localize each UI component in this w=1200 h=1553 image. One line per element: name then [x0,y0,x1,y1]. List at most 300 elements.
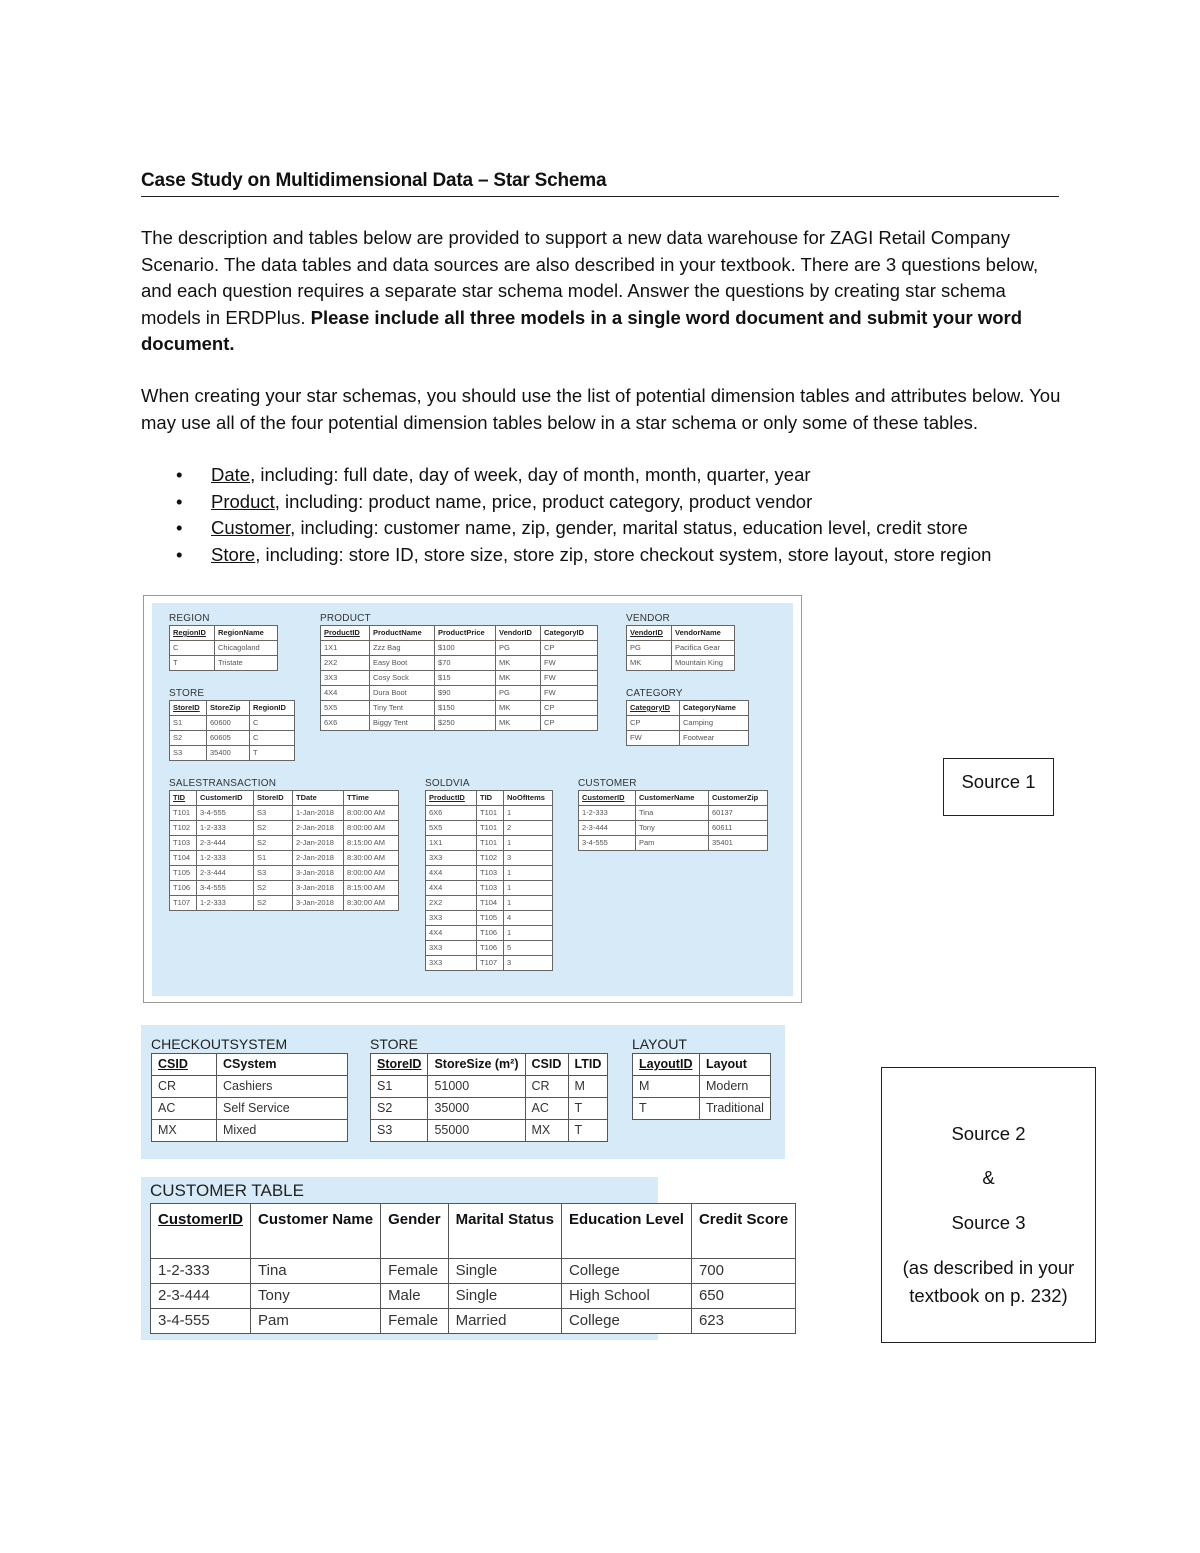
table-cell: 8:00:00 AM [344,806,399,821]
table-cell: 650 [691,1284,795,1309]
column-header-label: StoreZip [210,703,241,712]
table-cell: T107 [477,956,504,971]
table-cell: 60611 [709,821,768,836]
table-header-row [633,1054,771,1076]
column-header-label: RegionID [173,628,206,637]
column-header [251,1204,381,1259]
table-cell: S3 [371,1120,428,1142]
column-header [633,1054,700,1076]
table-cell: 5X5 [426,821,477,836]
table-cell: Tony [636,821,709,836]
dimension-name: Date [211,464,251,485]
column-header-label: CSID [531,1057,562,1071]
column-header-label: Education Level [568,1211,684,1228]
bullet-icon: • [176,517,183,538]
table-row [170,641,278,656]
table-cell: S2 [254,896,293,911]
table-cell: $15 [435,671,496,686]
dimension-attributes: , including: store ID, store size, store zip, store checkout system, store layout, store region [255,543,992,565]
table-cell: 5 [504,941,553,956]
bullet-icon: • [176,543,183,565]
table-cell: 51000 [428,1076,525,1098]
table-cell: 2X2 [426,896,477,911]
table-cell: 4X4 [426,926,477,941]
data-table [169,625,278,671]
column-header-label: StoreID [377,1057,422,1071]
dimension-attributes: , including: product name, price, product category, product vendor [274,490,813,512]
product-table-block [320,613,598,731]
list-item [176,462,991,489]
table-cell: 3-4-555 [197,881,254,896]
table-row [152,1098,348,1120]
column-header-label: CustomerName [639,793,695,802]
table-cell: 3X3 [426,911,477,926]
table-cell: Camping [680,716,749,731]
table-cell: C [250,731,295,746]
source2-3-label-box [881,1067,1096,1343]
column-header [627,701,680,716]
source2-figure [141,1025,785,1159]
checkoutsystem-table-block [151,1035,348,1142]
table-cell: 3X3 [426,851,477,866]
salestransaction-table-block [169,778,399,911]
table-cell: S3 [170,746,207,761]
table-row [426,806,553,821]
table-cell: 8:00:00 AM [344,821,399,836]
table-cell: PG [496,686,541,701]
table-cell: AC [525,1098,568,1120]
table-cell: Easy Boot [370,656,435,671]
table-cell: 4X4 [426,881,477,896]
column-header-label: StoreID [257,793,284,802]
table-row [371,1076,608,1098]
column-header-label: StoreID [173,703,200,712]
table-cell: MK [496,656,541,671]
data-table [151,1053,348,1142]
table-header-row [170,701,295,716]
table-cell: 1-2-333 [197,896,254,911]
table-cell: S1 [254,851,293,866]
table-cell: S2 [371,1098,428,1120]
table-title: SALESTRANSACTION [169,778,277,789]
dimension-attributes: , including: full date, day of week, day of month, month, quarter, year [250,464,811,485]
data-table [370,1053,608,1142]
column-header [152,1054,217,1076]
table-cell: Cashiers [217,1076,348,1098]
column-header [217,1054,348,1076]
column-header [700,1054,771,1076]
table-cell: S3 [254,866,293,881]
table-header-row [426,791,553,806]
table-cell: S2 [170,731,207,746]
table-cell: 623 [691,1309,795,1334]
table-cell: 3 [504,851,553,866]
column-header-label: CategoryID [630,703,671,712]
table-cell: S2 [254,836,293,851]
column-header-label: ProductPrice [438,628,485,637]
table-cell: 1 [504,926,553,941]
table-cell: Female [381,1259,449,1284]
column-header [344,791,399,806]
table-cell: T102 [170,821,197,836]
table-cell: Traditional [700,1098,771,1120]
dimension-attributes: , including: customer name, zip, gender, marital status, education level, credit store [290,517,968,538]
table-row [426,851,553,866]
table-cell: 55000 [428,1120,525,1142]
table-row [633,1098,771,1120]
table-cell: $70 [435,656,496,671]
table-row [371,1120,608,1142]
table-cell: AC [152,1098,217,1120]
table-cell: 2-Jan-2018 [293,836,344,851]
store-table-block [169,688,295,761]
textbook-reference: (as described in your textbook on p. 232) [902,1257,1075,1306]
table-cell: C [250,716,295,731]
table-cell: Dura Boot [370,686,435,701]
table-row [151,1309,796,1334]
column-header [371,1054,428,1076]
table-cell: S1 [170,716,207,731]
column-header [197,791,254,806]
column-header-label: TID [480,793,493,802]
column-header [568,1054,608,1076]
table-cell: 35000 [428,1098,525,1120]
table-row [426,896,553,911]
column-header [680,701,749,716]
table-cell: T101 [477,821,504,836]
table-cell: C [170,641,215,656]
table-header-row [579,791,768,806]
table-cell: 6X6 [426,806,477,821]
table-cell: 4X4 [426,866,477,881]
table-cell: 3X3 [321,671,370,686]
table-cell: 5X5 [321,701,370,716]
table-cell: S1 [371,1076,428,1098]
table-cell: College [561,1309,691,1334]
instructions-paragraph: When creating your star schemas, you should use the list of potential dimension tables and attributes below. You may use all of the four potential dimension tables below in a star schema or only some of these tables. [141,385,1061,433]
table-cell: 1 [504,881,553,896]
table-cell: T102 [477,851,504,866]
data-table [425,790,553,971]
list-item [176,542,991,569]
data-table [150,1203,796,1334]
table-cell: S2 [254,821,293,836]
table-row [579,806,768,821]
document-title: Case Study on Multidimensional Data – Star Schema [141,170,1059,197]
table-cell: 1X1 [321,641,370,656]
table-cell: PG [627,641,672,656]
column-header [381,1204,449,1259]
column-header [151,1204,251,1259]
column-header [321,626,370,641]
table-cell: T [568,1098,608,1120]
table-cell: MX [525,1120,568,1142]
table-cell: T104 [477,896,504,911]
table-cell: CP [541,716,598,731]
table-cell: T103 [170,836,197,851]
list-item [176,515,991,542]
column-header-label: CustomerID [158,1211,244,1228]
table-cell: Cosy Sock [370,671,435,686]
category-table-block [626,688,749,746]
table-row [152,1076,348,1098]
column-header-label: TTime [347,793,369,802]
table-header-row [321,626,598,641]
source1-figure [143,595,802,1003]
table-cell: 3-4-555 [197,806,254,821]
table-row [170,746,295,761]
table-cell: Single [448,1284,561,1309]
column-header [627,626,672,641]
table-cell: Tony [251,1284,381,1309]
table-cell: 1-Jan-2018 [293,806,344,821]
ampersand-label: & [982,1167,995,1188]
table-cell: M [568,1076,608,1098]
source3-figure [141,1177,789,1340]
table-row [426,836,553,851]
column-header [370,626,435,641]
column-header [504,791,553,806]
table-row [170,881,399,896]
column-header [170,626,215,641]
table-cell: 60600 [207,716,250,731]
table-cell: T107 [170,896,197,911]
bullet-icon: • [176,490,183,512]
table-cell: 700 [691,1259,795,1284]
column-header-label: VendorName [675,628,721,637]
table-cell: T101 [170,806,197,821]
table-cell: 60605 [207,731,250,746]
intro-bold-text: Please include all three models in a single word document and submit your word document. [141,306,1023,354]
column-header-label: RegionID [253,703,286,712]
table-cell: 2 [504,821,553,836]
table-title: PRODUCT [320,613,371,624]
table-cell: 35400 [207,746,250,761]
source2-label: Source 2 [951,1123,1026,1144]
column-header [691,1204,795,1259]
table-cell: Pam [636,836,709,851]
data-table [169,700,295,761]
table-cell: 60137 [709,806,768,821]
column-header-label: TID [173,793,186,802]
table-row [170,896,399,911]
column-header-label: Credit Score [698,1211,789,1228]
source1-figure-background [152,603,793,996]
table-cell: FW [541,671,598,686]
column-header-label: LTID [574,1057,602,1071]
table-row [321,716,598,731]
table-header-row [627,701,749,716]
table-cell: T106 [477,926,504,941]
table-cell: 3X3 [426,941,477,956]
table-row [426,956,553,971]
table-cell: 3X3 [426,956,477,971]
column-header-label: VendorID [499,628,532,637]
layout-table-block [632,1035,771,1120]
store-size-table-block [370,1035,608,1142]
table-cell: Married [448,1309,561,1334]
column-header-label: StoreSize (m²) [434,1057,519,1071]
table-title: CHECKOUTSYSTEM [151,1036,288,1052]
table-row [170,821,399,836]
table-cell: Footwear [680,731,749,746]
table-cell: T [250,746,295,761]
table-cell: $90 [435,686,496,701]
table-row [321,641,598,656]
table-row [151,1284,796,1309]
source1-label-box [943,758,1054,816]
table-cell: Tina [251,1259,381,1284]
dimension-name: Customer [211,517,291,538]
column-header-label: CSID [158,1057,188,1071]
column-header [541,626,598,641]
column-header [448,1204,561,1259]
table-cell: 2-3-444 [151,1284,251,1309]
table-cell: 1-2-333 [197,821,254,836]
customer-table-block [578,778,768,851]
table-cell: 6X6 [321,716,370,731]
table-title: REGION [169,613,210,624]
column-header-label: TDate [296,793,317,802]
data-table [578,790,768,851]
data-table [169,790,399,911]
table-header-row [152,1054,348,1076]
table-cell: CR [525,1076,568,1098]
column-header [496,626,541,641]
column-header-label: CustomerZip [712,793,759,802]
column-header-label: Marital Status [455,1211,554,1228]
table-title: CATEGORY [626,688,683,699]
table-cell: T104 [170,851,197,866]
source3-label: Source 3 [951,1212,1026,1233]
column-header-label: LayoutID [639,1057,693,1071]
column-header-label: CustomerID [200,793,243,802]
table-cell: 8:30:00 AM [344,896,399,911]
table-cell: MK [627,656,672,671]
table-cell: CP [541,701,598,716]
table-cell: 8:30:00 AM [344,851,399,866]
table-row [321,686,598,701]
column-header [215,626,278,641]
table-cell: Tiny Tent [370,701,435,716]
table-cell: 3-4-555 [579,836,636,851]
table-cell: 3-Jan-2018 [293,866,344,881]
table-cell: 3-Jan-2018 [293,881,344,896]
table-row [633,1076,771,1098]
table-row [426,881,553,896]
table-cell: MK [496,716,541,731]
table-row [151,1259,796,1284]
table-cell: T [170,656,215,671]
table-header-row [170,791,399,806]
table-cell: S3 [254,806,293,821]
bullet-icon: • [176,464,183,485]
table-cell: Chicagoland [215,641,278,656]
table-cell: MX [152,1120,217,1142]
table-cell: 2X2 [321,656,370,671]
column-header-label: CustomerID [582,793,625,802]
table-cell: T [633,1098,700,1120]
table-cell: Tina [636,806,709,821]
table-cell: 1-2-333 [579,806,636,821]
table-title: CUSTOMER [578,778,637,789]
dimension-list [176,462,991,568]
column-header [293,791,344,806]
table-cell: 2-3-444 [197,866,254,881]
table-title: SOLDVIA [425,778,470,789]
table-row [170,731,295,746]
table-cell: Biggy Tent [370,716,435,731]
table-title: STORE [169,688,205,699]
soldvia-table-block [425,778,553,971]
table-cell: Tristate [215,656,278,671]
table-header-row [170,626,278,641]
table-title: CUSTOMER TABLE [150,1181,304,1200]
table-cell: Male [381,1284,449,1309]
table-cell: T105 [170,866,197,881]
region-table-block [169,613,278,671]
column-header [170,791,197,806]
table-row [579,836,768,851]
column-header [477,791,504,806]
table-cell: 8:00:00 AM [344,866,399,881]
data-table [626,625,735,671]
table-cell: 4 [504,911,553,926]
table-row [170,866,399,881]
column-header [435,626,496,641]
table-title: LAYOUT [632,1036,687,1052]
table-cell: 2-3-444 [579,821,636,836]
table-cell: 3 [504,956,553,971]
table-cell: 1X1 [426,836,477,851]
column-header [579,791,636,806]
intro-text: The description and tables below are provided to support a new data warehouse for ZAGI Retail Company Scenario. The data tables and data sources are also described in your textbook. There are 3 questions below, and each question requires a separate star schema model. Answer the questions by creating star schema models in ERDPlus. [141,227,1039,328]
table-cell: T105 [477,911,504,926]
dimension-name: Store [211,543,256,565]
table-cell: CR [152,1076,217,1098]
column-header-label: NoOfItems [507,793,545,802]
table-cell: MK [496,701,541,716]
table-cell: T103 [477,866,504,881]
table-cell: FW [627,731,680,746]
table-cell: Pam [251,1309,381,1334]
table-row [627,716,749,731]
table-cell: FW [541,686,598,701]
table-row [426,866,553,881]
table-cell: Zzz Bag [370,641,435,656]
column-header-label: ProductName [373,628,422,637]
column-header-label: VendorID [630,628,663,637]
column-header-label: Layout [706,1057,747,1071]
vendor-table-block [626,613,735,671]
column-header-label: CategoryName [683,703,736,712]
table-title: VENDOR [626,613,670,624]
column-header-label: CSystem [223,1057,277,1071]
data-table [632,1053,771,1120]
table-row [627,641,735,656]
table-cell: 3-Jan-2018 [293,896,344,911]
column-header [254,791,293,806]
column-header [207,701,250,716]
table-cell: Mixed [217,1120,348,1142]
table-cell: S2 [254,881,293,896]
table-row [321,701,598,716]
table-cell: Self Service [217,1098,348,1120]
table-row [579,821,768,836]
table-cell: 1 [504,806,553,821]
table-cell: 8:15:00 AM [344,836,399,851]
table-cell: $150 [435,701,496,716]
